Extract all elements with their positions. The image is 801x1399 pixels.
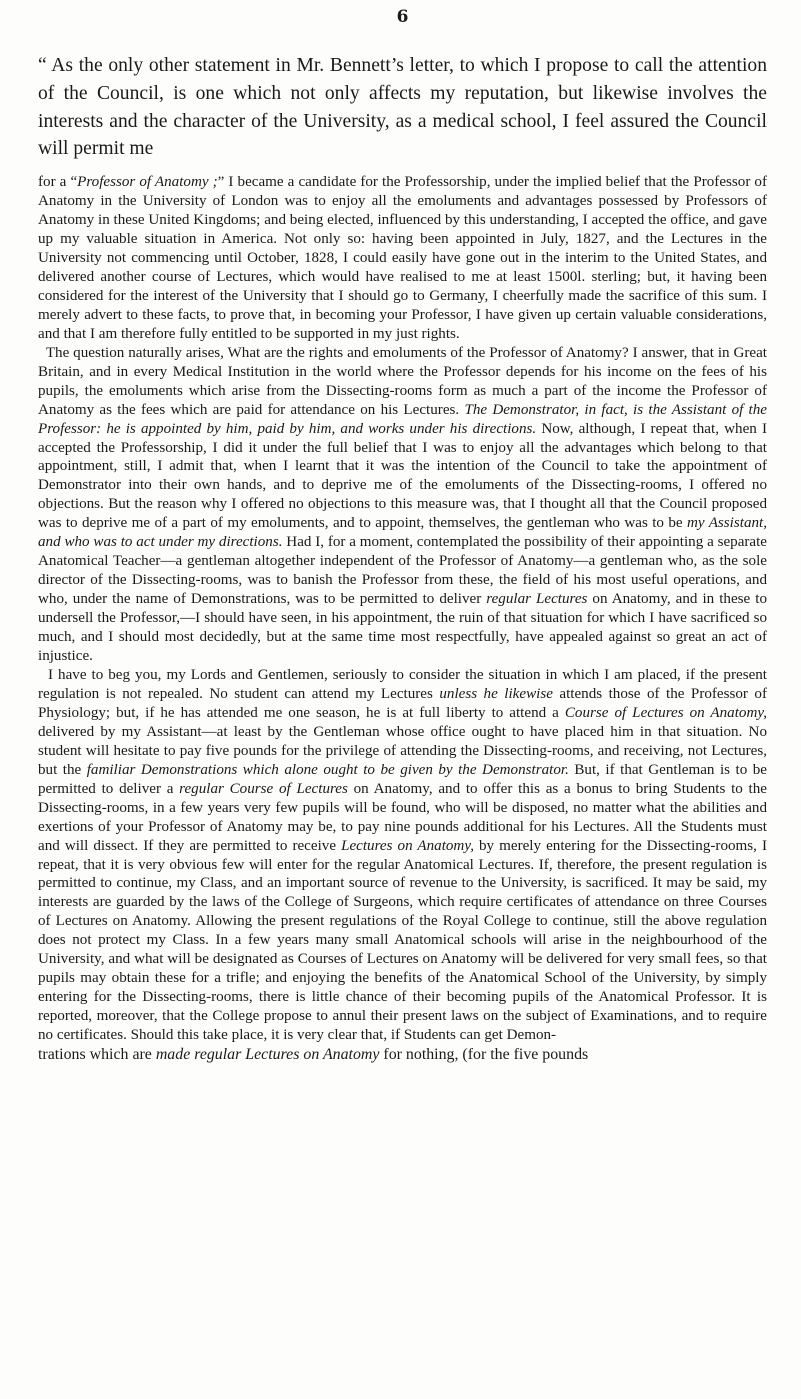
paragraph-rights-and-emoluments xyxy=(38,344,767,666)
italic-span: Lectures on Anatomy, xyxy=(341,837,474,854)
italic-span: Professor of Anatomy ; xyxy=(77,174,218,191)
italic-span: familiar Demonstrations which alone ought to be given by the Demonstrator. xyxy=(86,761,569,778)
paragraph-professor-of-anatomy xyxy=(38,173,767,344)
italic-span: Course of Lectures on Anatomy, xyxy=(564,704,768,721)
text-span: ” I became a candidate for the Professorship, under the implied belief that the Professor of Anatomy in the University of London was to enjoy all the emoluments and advantages possessed by Professors of Anatomy in these United Kingdoms; and being elected, influenced by this understanding, I accepted the office, and gave up my valuable situation in America. Not only so: having been appointed in July, 1827, and the Lectures in the University not commencing until October, 1828, I could easily have gone out in the interim to the United States, and delivered another course of Lectures, which would have realised to me at least 1500l. sterling; but, it having been considered for the interest of the University that I should go to Germany, I cheerfully made the sacrifice of this sum. I merely advert to these facts, to prove that, in becoming your Professor, I have given up certain valuable considerations, and that I am therefore fully entitled to be supported in my just rights. xyxy=(38,174,767,342)
text-span: Now, although, I repeat that, when I accepted the Professorship, I did it under the full belief that I was to enjoy all the advantages which belong to that appointment, still, I admit that, when I learnt that it was the intention of the Council to take the appointment of Demonstrator into their own hands, and to deprive me of the emoluments of the Dissecting-rooms, I offered no objections. But the reason why I offered no objections to this measure was, that I thought all that the Council proposed was to deprive me of a part of my emoluments, and to appoint, themselves, the gentleman who was to be xyxy=(38,420,768,532)
italic-span: regular Lectures xyxy=(486,591,588,608)
italic-span: my Assistant, and who was to act under my directions. xyxy=(38,515,768,551)
paragraph-situation xyxy=(38,666,767,1045)
text-span: I have to beg you, my Lords and Gentlemen, seriously to consider the situation in which I am placed, if the present regulation is not repealed. No student can attend my Lectures xyxy=(38,666,768,702)
italic-span: made regular Lectures on Anatomy xyxy=(155,1046,380,1064)
page-number: 6 xyxy=(396,7,409,27)
text-span: by merely entering for the Dissecting-rooms, I repeat, that it is very obvious few will enter for the regular Anatomical Lectures. If, therefore, the present regulation is permitted to continue, my Class, and an important source of revenue to the University, is sacrificed. It may be said, my interests are guarded by the laws of the College of Surgeons, which require certificates of attendance on three Courses of Lectures on Anatomy. Allowing the present regulations of the Royal College to continue, still the above regulation does not protect my Class. In a few years many small Anatomical schools will arise in the neighbourhood of the University, and what will be designated as Courses of Lectures on Anatomy will be delivered for very small fees, so that pupils may obtain these for a trifle; and enjoying the benefits of the Anatomical School of the University, by simply entering for the Dissecting-rooms, there is little chance of their becoming pupils of the Anatomical Professor. It is reported, moreover, that the College propose to annul their present laws on the subject of Examinations, and to require no certificates. Should this take place, it is very clear that, if Students can get Demon- xyxy=(38,837,767,1044)
text-span: But, if that Gentleman is to be permitted to deliver a xyxy=(38,761,767,797)
text-span: delivered by my Assistant—at least by the Gentleman whose office ought to have placed him in that situation. No student will hesitate to pay five pounds for the privilege of attending the Dissecting-rooms, and receiving, not Lectures, but the xyxy=(38,723,767,778)
italic-span: unless he likewise xyxy=(439,685,553,702)
text-span: for nothing, (for the five pounds xyxy=(379,1046,589,1064)
intro-paragraph: “ As the only other statement in Mr. Bennett’s letter, to which I propose to call the attention of the Council, is one which not only affects my reputation, but likewise involves the interests and the character of the University, as a medical school, I feel assured the Council will permit me xyxy=(38,55,767,160)
text-span: attends those of the Professor of Physiology; but, if he has attended me one season, he is at full liberty to attend a xyxy=(38,685,767,721)
italic-span: regular Course of Lectures xyxy=(179,780,348,797)
text-span: on Anatomy, and in these to undersell the Professor,—I should have seen, in his appointment, the ruin of that situation for which I have sacrificed so much, and I should most decidedly, but at the same time most respectfully, have appealed against so great an act of injustice. xyxy=(38,591,767,665)
italic-span: The Demonstrator, in fact, is the Assistant of the Professor: he is appointed by him, paid by him, and works under his directions. xyxy=(38,401,768,437)
text-span: trations which are xyxy=(38,1046,156,1064)
closing-line xyxy=(38,1045,767,1065)
text-span: Had I, for a moment, contemplated the possibility of their appointing a separate Anatomical Teacher—a gentleman altogether independent of the Professor of Anatomy—a gentleman who, as the sole director of the Dissecting-rooms, was to banish the Professor from these, the field of his most useful operations, and who, under the name of Demonstrations, was to be permitted to deliver xyxy=(38,534,768,608)
text-span: on Anatomy, and to offer this as a bonus to bring Students to the Dissecting-rooms, in a few years very few pupils will be found, who will be disposed, no matter what the abilities and exertions of your Professor of Anatomy may be, to pay nine pounds additional for his Lectures. All the Students must and will dissect. If they are permitted to receive xyxy=(38,780,767,854)
text-span: The question naturally arises, What are the rights and emoluments of the Professor of Anatomy? I answer, that in Great Britain, and in every Medical Institution in the world where the Professor depends for his income on the fees of his pupils, the emoluments which arise from the Dissecting-rooms form as much a part of the income the Professor of Anatomy as the fees which are paid for attendance on his Lectures. xyxy=(38,344,768,418)
text-span: for a “ xyxy=(38,174,78,191)
